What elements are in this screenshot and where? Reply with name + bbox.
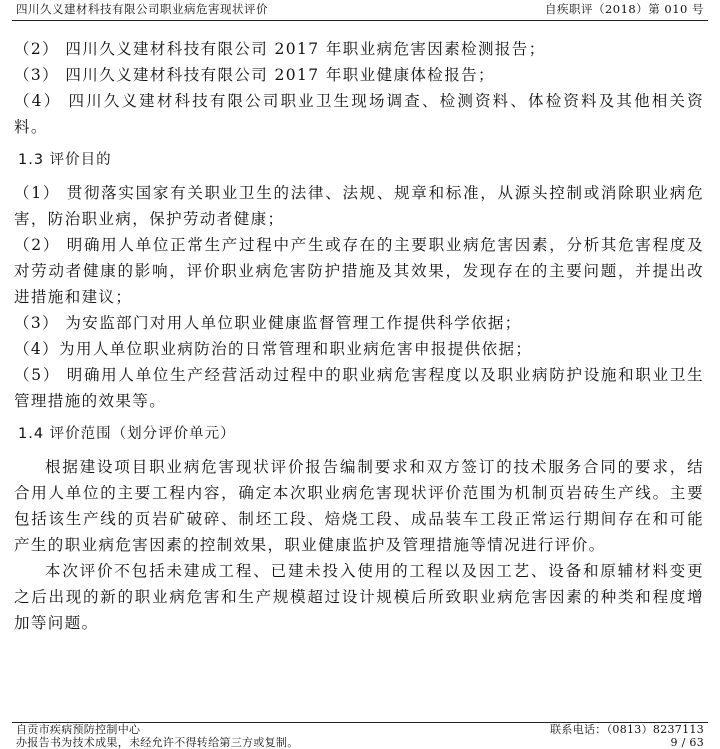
page-number: 9 / 63 [670, 736, 704, 749]
footer-copyright-notice: 办报告书为技术成果，未经允许不得转给第三方或复制。 [16, 736, 299, 749]
reference-item: （2） 四川久义建材科技有限公司 2017 年职业病危害因素检测报告； [14, 40, 546, 58]
header-report-number: 自疾职评（2018）第 010 号 [544, 2, 704, 16]
purpose-item: （3） 为安监部门对用人单位职业健康监督管理工作提供科学依据； [14, 314, 522, 332]
header-report-title: 四川久义建材科技有限公司职业病危害现状评价 [16, 2, 268, 16]
document-body [14, 36, 704, 636]
purpose-item: （1） 贯彻落实国家有关职业卫生的法律、法规、规章和标准，从源头控制或消除职业病危害，防治职业病，保护劳动者健康； [14, 184, 704, 228]
scope-paragraph: 根据建设项目职业病危害现状评价报告编制要求和双方签订的技术服务合同的要求，结合用人单位的主要工程内容，确定本次职业病危害现状评价范围为机制页岩砖生产线。主要包括该生产线的页岩矿破碎、制坯工段、焙烧工段、成品装车工段正常运行期间存在和可能产生的职业病危害因素的控制效果，职业健康监护及管理措施等情况进行评价。 [14, 458, 704, 554]
page-footer [12, 722, 708, 749]
scope-paragraph: 本次评价不包括未建成工程、已建未投入使用的工程以及因工艺、设备和原辅材料变更之后出现的新的职业病危害和生产规模超过设计规模后所致职业病危害因素的种类和程度增加等问题。 [14, 562, 704, 632]
page-header [12, 0, 708, 21]
section-heading-1-3: 1.3 评价目的 [18, 152, 112, 168]
reference-item: （3） 四川久义建材科技有限公司 2017 年职业健康体检报告； [14, 66, 495, 84]
purpose-item: （4）为用人单位职业病防治的日常管理和职业病危害申报提供依据； [14, 340, 533, 358]
section-heading-1-4: 1.4 评价范围（划分评价单元） [18, 426, 236, 442]
footer-organization: 自贡市疾病预防控制中心 [16, 723, 141, 736]
purpose-item: （5） 明确用人单位生产经营活动过程中的职业病危害程度以及职业病防护设施和职业卫生管理措施的效果等。 [14, 366, 704, 410]
reference-item: （4） 四川久义建材科技有限公司职业卫生现场调查、检测资料、体检资料及其他相关资料。 [14, 92, 704, 136]
footer-phone: 联系电话：（0813）8237113 [550, 723, 704, 736]
purpose-item: （2） 明确用人单位正常生产过程中产生或存在的主要职业病危害因素，分析其危害程度及对劳动者健康的影响，评价职业病危害防护措施及其效果，发现存在的主要问题，并提出改进措施和建议； [14, 236, 704, 306]
